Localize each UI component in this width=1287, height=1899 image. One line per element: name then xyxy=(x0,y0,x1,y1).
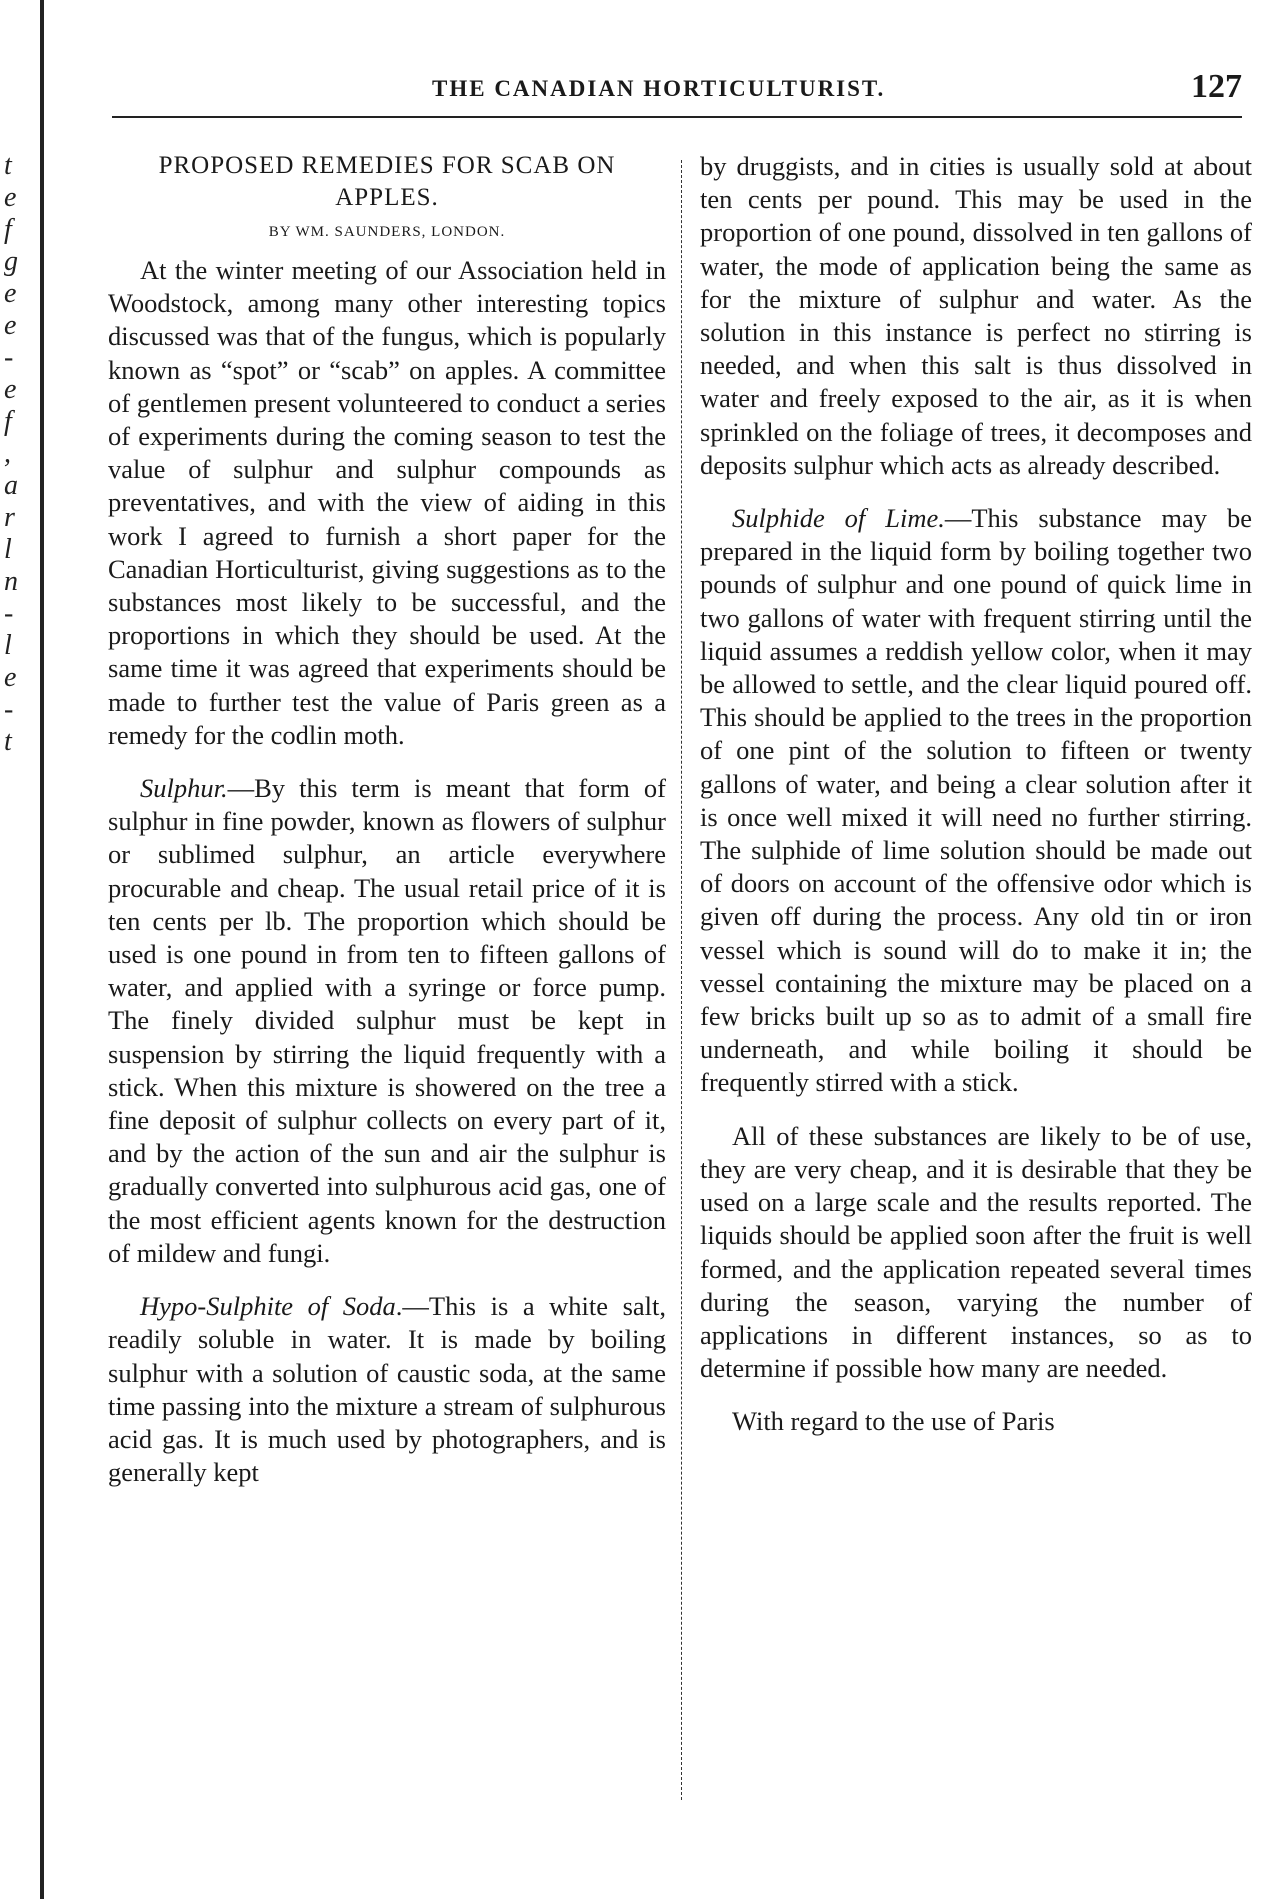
margin-char: e xyxy=(4,662,17,693)
journal-title: THE CANADIAN HORTICULTURIST. xyxy=(432,76,886,101)
margin-char: l xyxy=(4,534,12,565)
header-rule xyxy=(112,116,1242,118)
margin-char: g xyxy=(4,246,18,277)
margin-char: - xyxy=(4,694,14,725)
right-column xyxy=(700,150,1252,1439)
left-column xyxy=(108,150,666,1489)
column-divider xyxy=(681,160,683,1800)
margin-char: a xyxy=(4,470,18,501)
margin-char: e xyxy=(4,310,17,341)
article-byline: BY WM. SAUNDERS, LONDON. xyxy=(268,224,506,240)
margin-char: f xyxy=(4,214,12,245)
margin-char: e xyxy=(4,374,17,405)
paragraph-sulphide-of-lime-text: —This substance may be prepared in the liquid form by boiling together two pounds of sulphur and one pound of quick lime in two gallons of water with frequent stirring until the liquid assumes a reddish yellow color, when it may be allowed to settle, and the clear liquid poured off. This should be applied to the trees in the proportion of one pint of the solution to fifteen or twenty gallons of water, and being a clear solution after it is once well mixed it will need no further stirring. The sulphide of lime solution should be made out of doors on account of the offensive odor which is given off during the process. Any old tin or iron vessel which is sound will do to make it in; the vessel containing the mixture may be placed on a few bricks built up so as to admit of a small fire underneath, and while boiling it should be frequently stirred with a stick. xyxy=(700,503,1252,1098)
adjacent-page-edge xyxy=(40,0,44,1899)
paragraph-paris-green: With regard to the use of Paris xyxy=(732,1406,1055,1437)
paragraph-sulphide-of-lime xyxy=(700,502,1252,1100)
article-title-line: PROPOSED REMEDIES FOR SCAB ON xyxy=(158,152,616,179)
paragraph-intro: At the winter meeting of our Association held in Woodstock, among many other interesting topics discussed was that of the fungus, which is popularly known as “spot” or “scab” on apples. A committee of gentlemen present volunteered to conduct a series of experiments during the coming season to test the value of sulphur and sulphur compounds as preventatives, and with the view of aiding in this work I agreed to furnish a short paper for the Canadian Horticulturist, giving suggestions as to the substances most likely to be successful, and the proportions in which they should be used. At the same time it was agreed that experiments should be made to further test the value of Paris green as a remedy for the codlin moth. xyxy=(108,255,666,750)
paragraph-sulphur-text: —By this term is meant that form of sulphur in fine powder, known as flowers of sulphur or sublimed sulphur, an article everywhere procurable and cheap. The usual retail price of it is ten cents per lb. The proportion which should be used is one pound in from ten to fifteen gallons of water, and applied with a syringe or force pump. The finely divided sulphur must be kept in suspension by stirring the liquid frequently with a stick. When this mixture is showered on the tree a fine deposit of sulphur collects on every part of it, and by the action of the sun and air the sulphur is gradually converted into sulphurous acid gas, one of the most efficient agents known for the destruction of mildew and fungi. xyxy=(108,773,666,1268)
margin-char: - xyxy=(4,598,14,629)
section-heading-sulphide-of-lime: Sulphide of Lime. xyxy=(732,503,945,534)
paragraph-hypo-sulphite-text: .—This is a white salt, readily soluble in water. It is made by boiling sulphur with a solution of caustic soda, at the same time passing into the mixture a stream of sulphurous acid gas. It is much used by photographers, and is generally kept xyxy=(108,1291,666,1488)
section-heading-hypo-sulphite: Hypo-Sulphite of Soda xyxy=(140,1291,396,1322)
margin-char: l xyxy=(4,630,12,661)
margin-char: r xyxy=(4,502,15,533)
margin-char: e xyxy=(4,182,17,213)
margin-char: e xyxy=(4,278,17,309)
article-title xyxy=(108,150,666,214)
paragraph-summary: All of these substances are likely to be of use, they are very cheap, and it is desirable that they be used on a large scale and the results reported. The liquids should be applied soon after the fruit is well formed, and the application repeated several times during the season, varying the number of applications in different instances, so as to determine if possible how many are needed. xyxy=(700,1120,1252,1384)
paragraph-hypo-sulphite-continued: by druggists, and in cities is usually sold at about ten cents per pound. This may be used in the proportion of one pound, dissolved in ten gallons of water, the mode of application being the same as for the mixture of sulphur and water. As the solution in this instance is perfect no stirring is needed, and when this salt is thus dissolved in water and freely exposed to the air, as it is when sprinkled on the foliage of trees, it decomposes and deposits sulphur which acts as already described. xyxy=(700,151,1252,480)
paragraph-sulphur xyxy=(108,772,666,1270)
article-title-line: APPLES. xyxy=(335,184,439,211)
paragraph-hypo-sulphite xyxy=(108,1290,666,1489)
margin-char: t xyxy=(4,150,12,181)
running-header xyxy=(112,68,1242,110)
page-number: 127 xyxy=(1191,68,1242,105)
margin-char: , xyxy=(4,438,11,469)
margin-char: n xyxy=(4,566,18,597)
margin-char: f xyxy=(4,406,12,437)
margin-char: - xyxy=(4,342,14,373)
section-heading-sulphur: Sulphur. xyxy=(140,773,228,804)
margin-char: t xyxy=(4,726,12,757)
adjacent-page-margin xyxy=(4,150,34,758)
